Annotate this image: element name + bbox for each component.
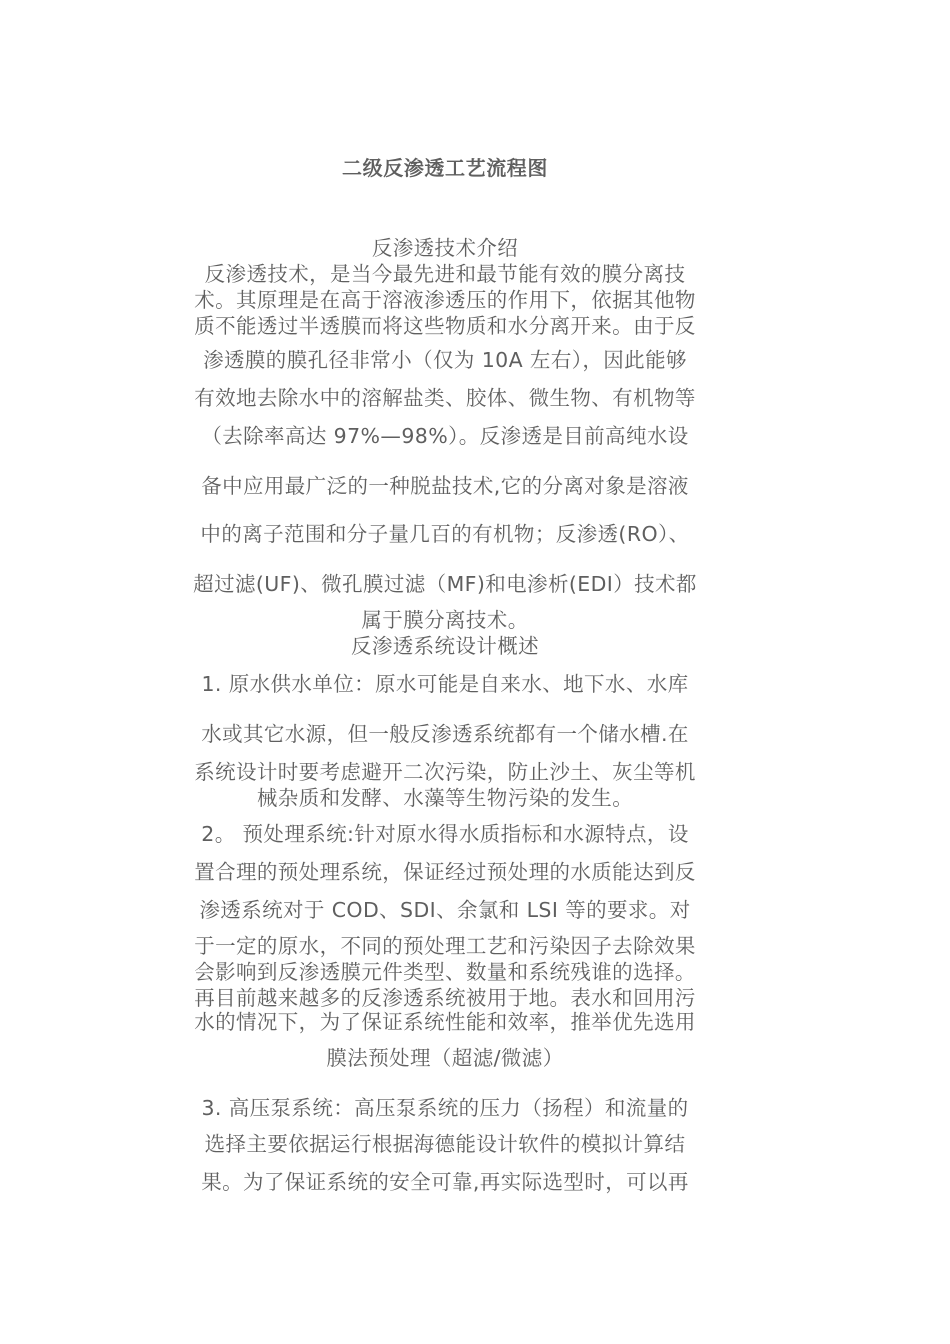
paragraph-line: 再目前越来越多的反渗透系统被用于地。表水和回用污 [194, 986, 696, 1010]
paragraph-line: 选择主要依据运行根据海德能设计软件的模拟计算结 [204, 1132, 686, 1156]
paragraph-line: 会影响到反渗透膜元件类型、数量和系统残谁的选择。 [194, 960, 696, 984]
section-heading-ro-intro: 反渗透技术介绍 [371, 236, 519, 260]
paragraph-line: 超过滤(UF)、微孔膜过滤（MF)和电渗析(EDI）技术都 [193, 572, 697, 596]
paragraph-line: 于一定的原水，不同的预处理工艺和污染因子去除效果 [194, 934, 696, 958]
paragraph-line: 有效地去除水中的溶解盐类、胶体、微生物、有机物等 [194, 386, 696, 410]
paragraph-line: 膜法预处理（超滤/微滤） [326, 1046, 564, 1070]
paragraph-line: 反渗透技术，是当今最先进和最节能有效的膜分离技 [204, 262, 686, 286]
paragraph-line: 渗透系统对于 COD、SDI、余氯和 LSI 等的要求。对 [199, 898, 691, 922]
paragraph-line: 置合理的预处理系统，保证经过预处理的水质能达到反 [194, 860, 696, 884]
paragraph-line: 果。为了保证系统的安全可靠,再实际选型时，可以再 [201, 1170, 689, 1194]
paragraph-line: 械杂质和发酵、水藻等生物污染的发生。 [256, 786, 634, 810]
paragraph-line: 渗透膜的膜孔径非常小（仅为 10A 左右），因此能够 [203, 348, 687, 372]
paragraph-line: 备中应用最广泛的一种脱盐技术,它的分离对象是溶液 [201, 474, 689, 498]
paragraph-line: 水的情况下，为了保证系统性能和效率，推举优先选用 [194, 1010, 696, 1034]
paragraph-line: 3. 高压泵系统：高压泵系统的压力（扬程）和流量的 [201, 1096, 689, 1120]
paragraph-line: 术。其原理是在高于溶液渗透压的作用下，依据其他物 [194, 288, 696, 312]
paragraph-line: 2。 预处理系统:针对原水得水质指标和水源特点，设 [201, 822, 689, 846]
paragraph-line: 属于膜分离技术。 [361, 608, 529, 632]
paragraph-line: 质不能透过半透膜而将这些物质和水分离开来。由于反 [194, 314, 696, 338]
section-heading-system-design: 反渗透系统设计概述 [350, 634, 540, 658]
paragraph-line: 中的离子范围和分子量几百的有机物；反渗透(RO）、 [200, 522, 690, 546]
paragraph-line: 1. 原水供水单位：原水可能是自来水、地下水、水库 [201, 672, 689, 696]
document-title: 二级反渗透工艺流程图 [342, 156, 548, 180]
paragraph-line: （去除率高达 97%—98%）。反渗透是目前高纯水设 [201, 424, 689, 448]
paragraph-line: 水或其它水源，但一般反渗透系统都有一个储水槽.在 [201, 722, 689, 746]
paragraph-line: 系统设计时要考虑避开二次污染，防止沙土、灰尘等机 [194, 760, 696, 784]
